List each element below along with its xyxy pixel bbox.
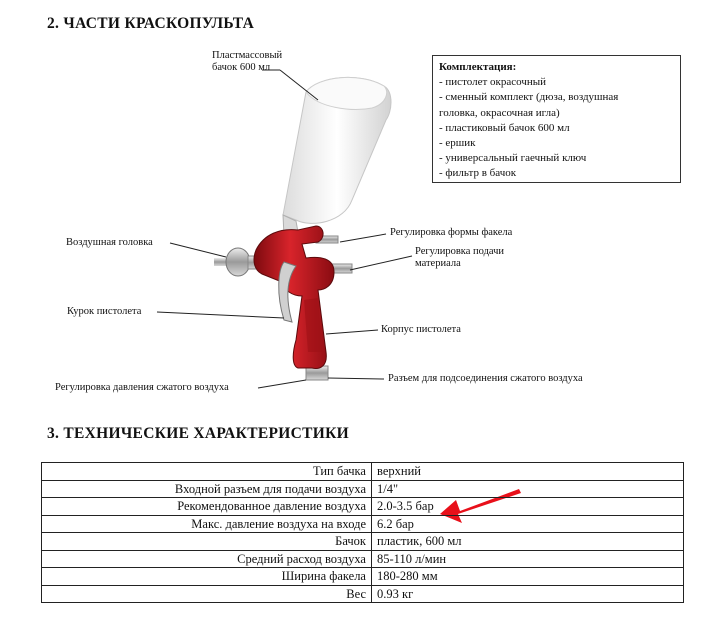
spec-key: Вес <box>42 585 372 603</box>
table-row <box>42 515 684 533</box>
spec-value: 0.93 кг <box>372 585 684 603</box>
table-row <box>42 463 684 481</box>
section-title-parts: 2. ЧАСТИ КРАСКОПУЛЬТА <box>47 15 255 32</box>
label-cup-line2: бачок 600 мл <box>212 62 271 73</box>
label-material-line2: материала <box>415 258 461 269</box>
section-title-specs: 3. ТЕХНИЧЕСКИЕ ХАРАКТЕРИСТИКИ <box>47 425 349 442</box>
label-air-head: Воздушная головка <box>66 237 153 248</box>
spec-value: 1/4" <box>372 480 684 498</box>
label-gun-body: Корпус пистолета <box>381 324 461 335</box>
spec-key: Входной разъем для подачи воздуха <box>42 480 372 498</box>
kit-item: - пистолет окрасочный <box>439 76 547 89</box>
table-row <box>42 498 684 516</box>
spec-key: Рекомендованное давление воздуха <box>42 498 372 516</box>
label-air-pressure-adjust: Регулировка давления сжатого воздуха <box>55 382 229 393</box>
kit-title: Комплектация: <box>439 61 517 73</box>
table-row <box>42 480 684 498</box>
label-material-line1: Регулировка подачи <box>415 246 505 257</box>
spec-value: верхний <box>372 463 684 481</box>
kit-item: - пластиковый бачок 600 мл <box>439 121 570 134</box>
label-cup-line1: Пластмассовый <box>212 50 283 61</box>
spec-key: Тип бачка <box>42 463 372 481</box>
specs-table <box>41 462 684 603</box>
table-row <box>42 585 684 603</box>
spec-key: Ширина факела <box>42 568 372 586</box>
paint-cup <box>283 77 391 236</box>
kit-item: - ершик <box>439 137 476 150</box>
kit-box <box>432 55 681 183</box>
kit-item: - фильтр в бачок <box>439 167 517 180</box>
label-plastic-cup <box>212 50 282 74</box>
spec-value: 2.0-3.5 бар <box>372 498 684 516</box>
spec-value: 180-280 мм <box>372 568 684 586</box>
spec-value: 6.2 бар <box>372 515 684 533</box>
label-fan-adjust: Регулировка формы факела <box>390 227 513 238</box>
spec-value: 85-110 л/мин <box>372 550 684 568</box>
kit-item: головка, окрасочная игла) <box>439 106 560 119</box>
label-material-adjust <box>415 246 504 270</box>
label-trigger: Курок пистолета <box>67 306 142 317</box>
spec-key: Средний расход воздуха <box>42 550 372 568</box>
gun-body <box>254 226 334 368</box>
spec-key: Бачок <box>42 533 372 551</box>
kit-item: - универсальный гаечный ключ <box>439 152 587 165</box>
spec-value: пластик, 600 мл <box>372 533 684 551</box>
label-air-inlet: Разъем для подсоединения сжатого воздуха <box>388 373 583 384</box>
kit-item: - сменный комплект (дюза, воздушная <box>439 91 619 104</box>
table-row <box>42 533 684 551</box>
table-row <box>42 550 684 568</box>
table-row <box>42 568 684 586</box>
spec-key: Макс. давление воздуха на входе <box>42 515 372 533</box>
